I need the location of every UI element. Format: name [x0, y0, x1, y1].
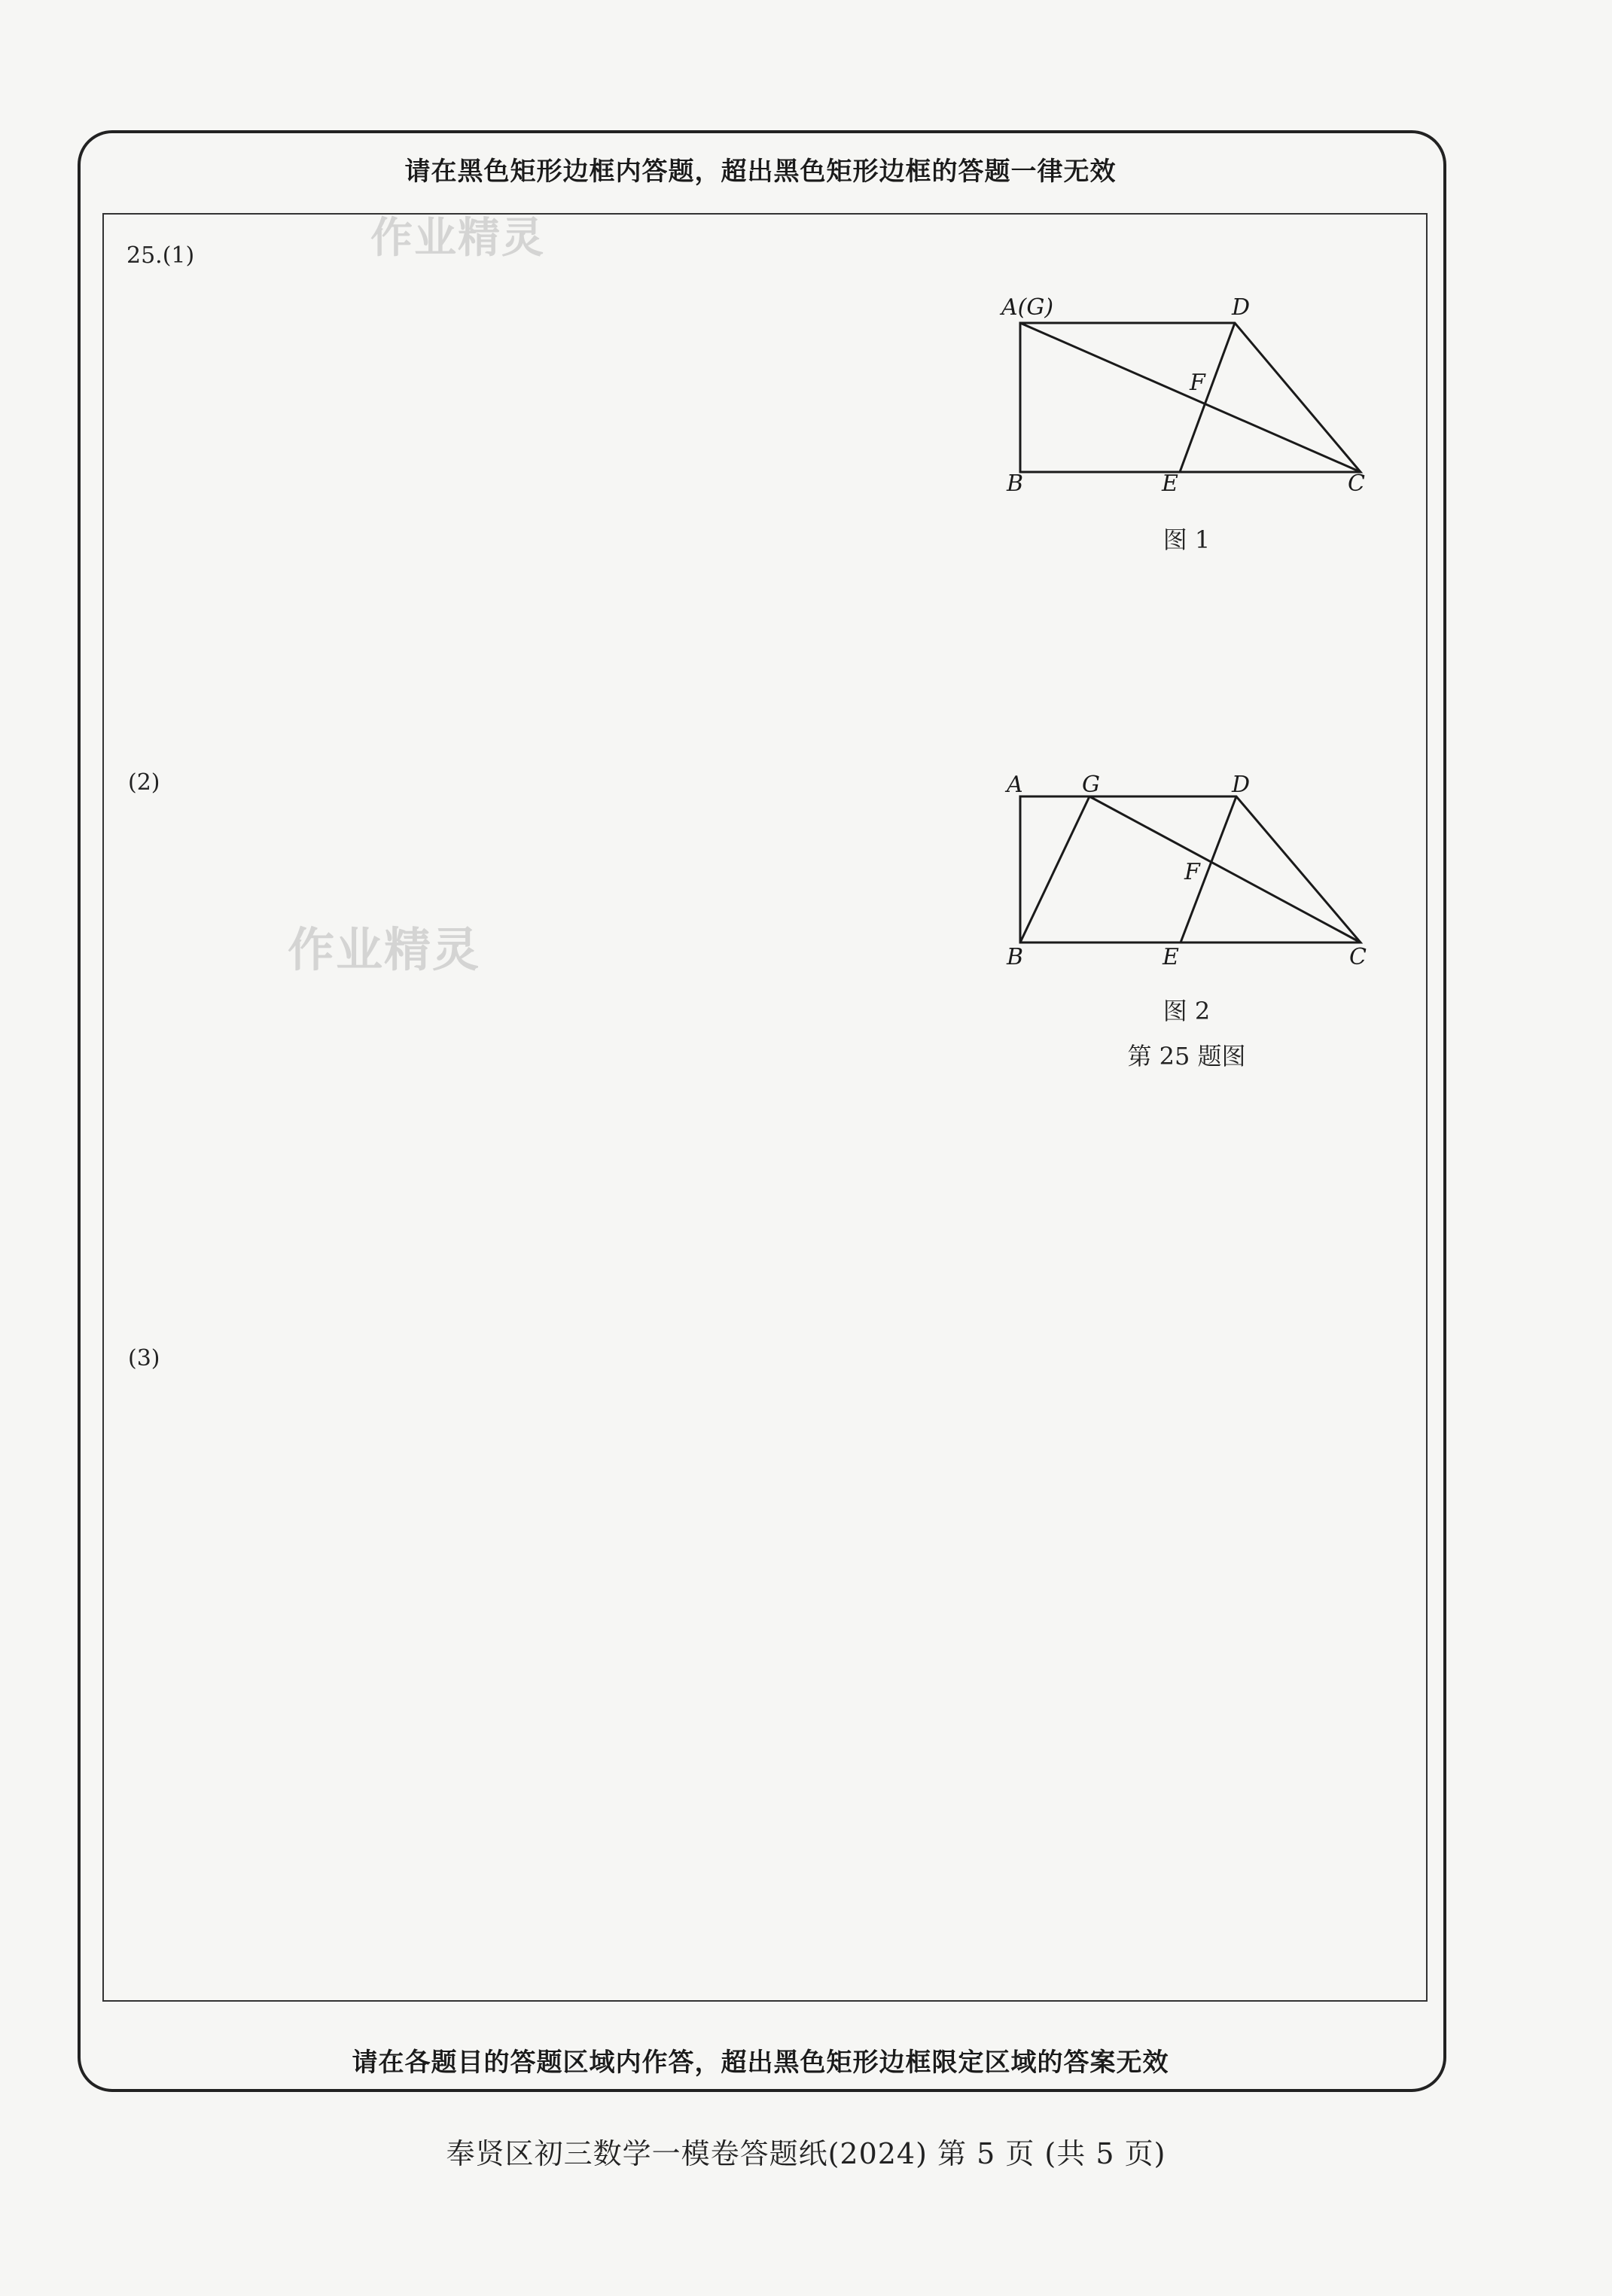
question-25-part-2-label: (2)	[128, 769, 160, 796]
figure-2-segment-gc	[1089, 796, 1361, 942]
figure-1-label-d: D	[1232, 294, 1251, 321]
figure-2-label-f: F	[1184, 859, 1200, 885]
figure-1-label-f: F	[1190, 370, 1205, 396]
bottom-notice: 请在各题目的答题区域内作答，超出黑色矩形边框限定区域的答案无效	[352, 2048, 1169, 2078]
page-footer: 奉贤区初三数学一模卷答题纸(2024) 第 5 页 (共 5 页)	[446, 2137, 1166, 2170]
figure-1-label-e: E	[1162, 470, 1178, 497]
figure-2-label-d: D	[1232, 772, 1251, 798]
figure-2-caption: 图 2	[1163, 997, 1211, 1025]
figure-group-caption: 第 25 题图	[1127, 1042, 1246, 1070]
figure-1-label-a: A(G)	[1001, 294, 1054, 321]
figure-2-label-e: E	[1163, 944, 1179, 970]
watermark: 作业精灵	[370, 214, 545, 263]
figure-1-label-c: C	[1348, 470, 1365, 497]
figure-2-label-b: B	[1007, 944, 1024, 970]
watermark: 作业精灵	[288, 922, 481, 977]
figure-1-caption: 图 1	[1163, 525, 1211, 554]
figure-1-label-b: B	[1007, 470, 1024, 497]
top-notice: 请在黑色矩形边框内答题，超出黑色矩形边框的答题一律无效	[404, 157, 1117, 187]
figure-2-label-a: A	[1007, 772, 1023, 798]
figure-2-label-c: C	[1349, 944, 1367, 970]
figure-2-label-g: G	[1082, 772, 1100, 798]
figure-2-segment-gb	[1020, 796, 1089, 942]
question-25-part-3-label: (3)	[128, 1345, 160, 1372]
question-25-part-1-label: 25.(1)	[126, 242, 195, 269]
